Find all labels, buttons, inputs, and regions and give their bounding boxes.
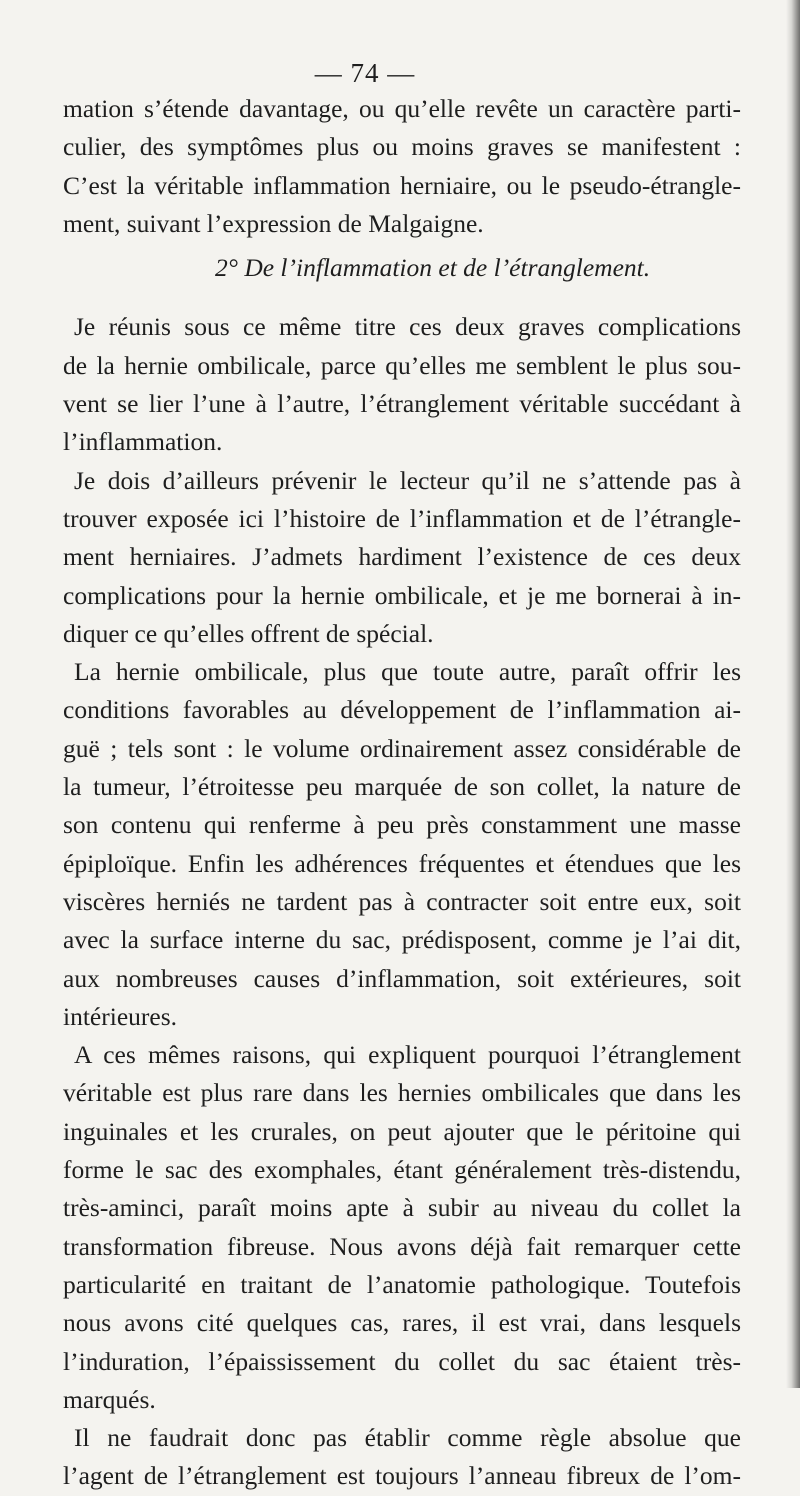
text-line: ment herniaires. J’admets hardiment l’existence de ces deux	[63, 542, 741, 572]
text-line: forme le sac des exomphales, étant généralement très-distendu,	[63, 1155, 741, 1185]
text-line: intérieures.	[63, 1001, 177, 1031]
text-line: viscères herniés ne tardent pas à contracter soit entre eux, soit	[63, 886, 741, 916]
text-line: véritable est plus rare dans les hernies ombilicales que dans les	[63, 1078, 741, 1108]
text-line: très-aminci, paraît moins apte à subir au niveau du collet la	[63, 1193, 741, 1223]
page-edge-shadow	[786, 0, 800, 1388]
text-line: particularité en traitant de l’anatomie pathologique. Toutefois	[63, 1269, 741, 1299]
text-line: culier, des symptômes plus ou moins graves se manifestent :	[63, 132, 741, 162]
text-line: l’induration, l’épaississement du collet du sac étaient très-	[63, 1346, 741, 1376]
text-line: Il ne faudrait donc pas établir comme règle absolue que	[74, 1423, 741, 1453]
text-line: ment, suivant l’expression de Malgaigne.	[63, 208, 484, 238]
text-line: Je réunis sous ce même titre ces deux graves complications	[74, 312, 741, 342]
page-number: — 74 —	[314, 58, 416, 88]
text-line: la tumeur, l’étroitesse peu marquée de son collet, la nature de	[63, 772, 741, 802]
text-line: conditions favorables au développement de l’inflammation ai-	[63, 695, 741, 725]
text-line: trouver exposée ici l’histoire de l’inflammation et de l’étrangle-	[63, 503, 741, 533]
text-line: La hernie ombilicale, plus que toute autre, paraît offrir les	[74, 657, 741, 687]
text-line: de la hernie ombilicale, parce qu’elles me semblent le plus sou-	[63, 350, 741, 380]
text-line: son contenu qui renferme à peu près constamment une masse	[63, 810, 741, 840]
text-line: l’agent de l’étranglement est toujours l’anneau fibreux de l’om-	[63, 1461, 741, 1491]
body-text	[63, 90, 741, 1496]
text-line: marqués.	[63, 1384, 156, 1414]
text-line: aux nombreuses causes d’inflammation, soit extérieures, soit	[63, 963, 741, 993]
text-line: l’inflammation.	[63, 427, 223, 457]
text-line: épiploïque. Enfin les adhérences fréquentes et étendues que les	[63, 848, 741, 878]
text-line: Je dois d’ailleurs prévenir le lecteur qu’il ne s’attende pas à	[74, 465, 741, 495]
text-line: guë ; tels sont : le volume ordinairement assez considérable de	[63, 733, 741, 763]
text-line: avec la surface interne du sac, prédisposent, comme je l’ai dit,	[63, 925, 741, 955]
text-line: transformation fibreuse. Nous avons déjà fait remarquer cette	[63, 1231, 741, 1261]
text-line: A ces mêmes raisons, qui expliquent pourquoi l’étranglement	[74, 1040, 741, 1070]
text-line: complications pour la hernie ombilicale, et je me bornerai à in-	[63, 580, 741, 610]
text-line: C’est la véritable inflammation herniaire, ou le pseudo-étrangle-	[63, 170, 741, 200]
text-line: vent se lier l’une à l’autre, l’étranglement véritable succédant à	[63, 389, 741, 419]
text-line: mation s’étende davantage, ou qu’elle revête un caractère parti-	[63, 94, 741, 123]
text-line: inguinales et les crurales, on peut ajouter que le péritoine qui	[63, 1116, 741, 1146]
text-line: diquer ce qu’elles offrent de spécial.	[63, 618, 434, 648]
text-line: nous avons cité quelques cas, rares, il est vrai, dans lesquels	[63, 1308, 741, 1338]
section-heading: 2° De l’inflammation et de l’étranglement.	[215, 253, 651, 283]
